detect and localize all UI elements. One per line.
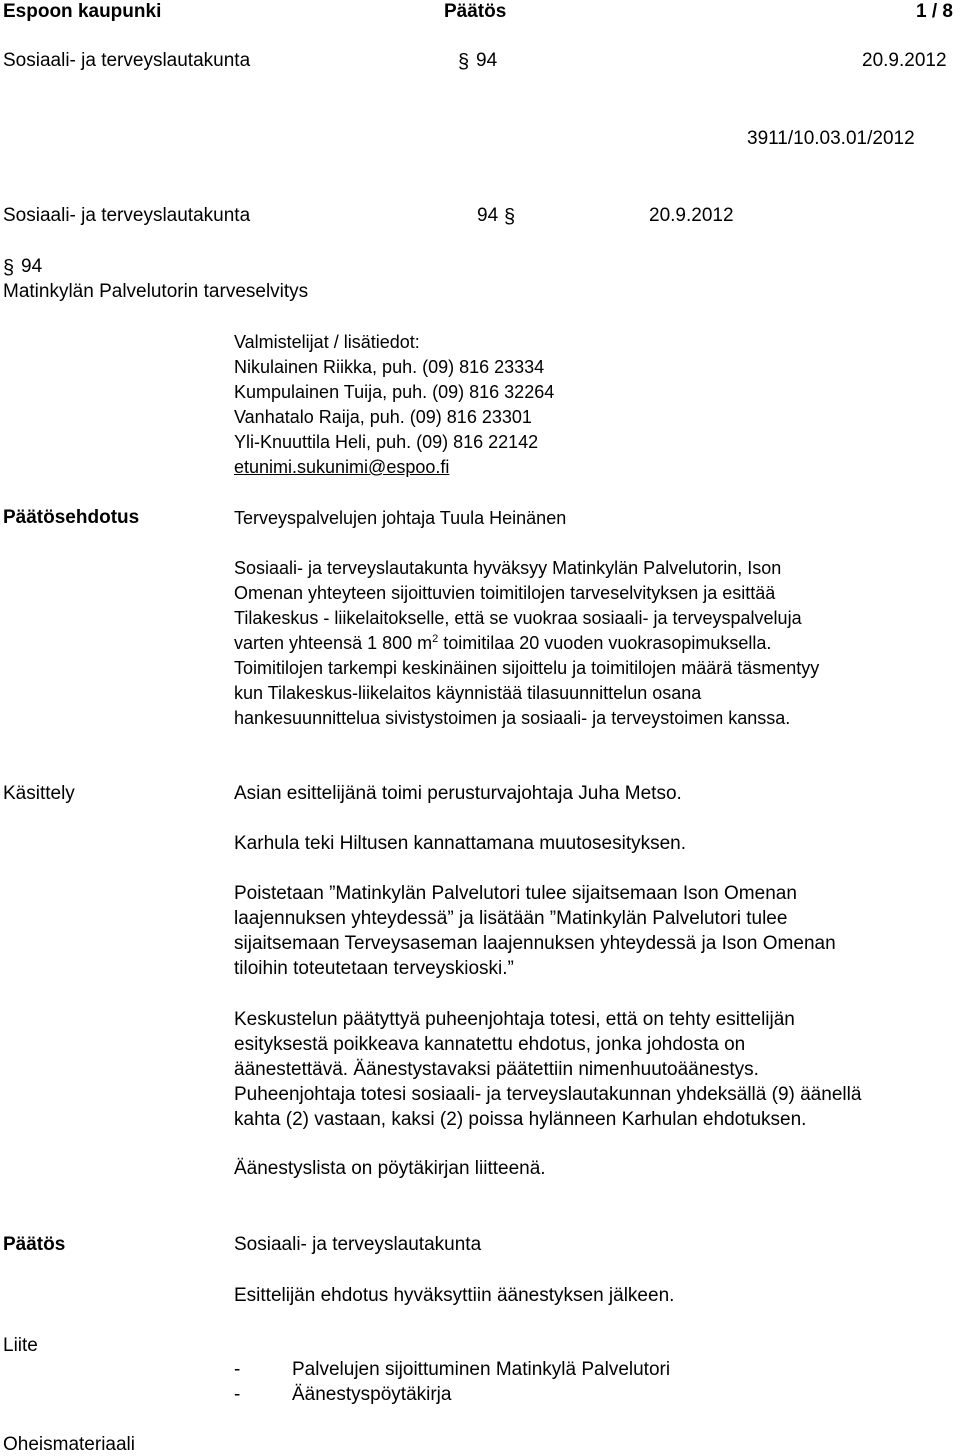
bullet-dash: - bbox=[234, 1384, 241, 1405]
vote-line: kahta (2) vastaan, kaksi (2) poissa hylänneen Karhulan ehdotuksen. bbox=[234, 1109, 807, 1130]
vote-line: äänestettävä. Äänestystavaksi päätettiin nimenhuutoäänestys. bbox=[234, 1059, 759, 1080]
vote-list-note: Äänestyslista on pöytäkirjan liitteenä. bbox=[234, 1158, 546, 1179]
amendment-line: tiloihin toteutetaan terveyskioski.” bbox=[234, 958, 514, 979]
decision-body: Sosiaali- ja terveyslautakunta bbox=[234, 1234, 482, 1255]
handling-vote-text bbox=[234, 1007, 861, 1132]
svg-text:§: § bbox=[504, 206, 516, 227]
attachment-item bbox=[234, 1384, 240, 1406]
preparers-block bbox=[234, 330, 554, 480]
preparer-line: Vanhatalo Raija, puh. (09) 816 23301 bbox=[234, 407, 532, 427]
header-date: 20.9.2012 bbox=[862, 50, 947, 71]
bullet-dash: - bbox=[234, 1359, 241, 1380]
section-sign-icon bbox=[3, 256, 15, 278]
attachments-label: Liite bbox=[3, 1335, 38, 1356]
header-section: § 94 bbox=[458, 50, 498, 72]
proposal-line: Sosiaali- ja terveyslautakunta hyväksyy Matinkylän Palvelutorin, Ison bbox=[234, 558, 782, 578]
proposal-text bbox=[234, 556, 819, 731]
meeting-board: Sosiaali- ja terveyslautakunta bbox=[3, 205, 251, 226]
attachment-item-label: Äänestyspöytäkirja bbox=[292, 1384, 452, 1405]
preparer-line: Yli-Knuuttila Heli, puh. (09) 816 22142 bbox=[234, 432, 539, 452]
document-type: Päätös bbox=[444, 1, 507, 22]
attachment-item bbox=[234, 1359, 240, 1381]
proposal-line: Toimitilojen tarkempi keskinäinen sijoittelu ja toimitilojen määrä täsmentyy bbox=[234, 658, 820, 678]
preparer-line: Nikulainen Riikka, puh. (09) 816 23334 bbox=[234, 357, 545, 377]
item-number: § 94 bbox=[3, 256, 43, 278]
proposal-line: Tilakeskus - liikelaitokselle, että se vuokraa sosiaali- ja terveyspalveluja bbox=[234, 608, 802, 628]
proposal-line: varten yhteensä 1 800 $m^2$ toimitilaa 20 vuoden vuokrasopimuksella. bbox=[234, 633, 772, 653]
proposal-line: Omenan yhteyteen sijoittuvien toimitilojen tarveselvityksen ja esittää bbox=[234, 583, 776, 603]
section-sign-icon bbox=[504, 205, 516, 227]
header-board: Sosiaali- ja terveyslautakunta bbox=[3, 50, 251, 71]
preparer-line: Kumpulainen Tuija, puh. (09) 816 32264 bbox=[234, 382, 555, 402]
reference-number: 3911/10.03.01/2012 bbox=[747, 128, 915, 149]
vote-line: esityksestä poikkeava kannatettu ehdotus, jonka johdosta on bbox=[234, 1034, 746, 1055]
section-sign-icon bbox=[458, 50, 470, 72]
proposer: Terveyspalvelujen johtaja Tuula Heinänen bbox=[234, 508, 567, 528]
proposal-label: Päätösehdotus bbox=[3, 507, 140, 528]
decision-label: Päätös bbox=[3, 1234, 66, 1255]
meeting-date: 20.9.2012 bbox=[649, 205, 734, 226]
preparers-heading: Valmistelijat / lisätiedot: bbox=[234, 332, 420, 352]
city-name: Espoon kaupunki bbox=[3, 1, 162, 22]
amendment-line: Poistetaan ”Matinkylän Palvelutori tulee sijaitsemaan Ison Omenan bbox=[234, 883, 797, 904]
vote-line: Keskustelun päätyttyä puheenjohtaja totesi, että on tehty esittelijän bbox=[234, 1009, 795, 1030]
decision-text: Esittelijän ehdotus hyväksyttiin äänestyksen jälkeen. bbox=[234, 1285, 675, 1306]
handling-presenter: Asian esittelijänä toimi perusturvajohtaja Juha Metso. bbox=[234, 783, 682, 804]
svg-text:§: § bbox=[3, 257, 15, 278]
amendment-line: laajennuksen yhteydessä” ja lisätään ”Matinkylän Palvelutori tulee bbox=[234, 908, 788, 929]
vote-line: Puheenjohtaja totesi sosiaali- ja terveyslautakunnan yhdeksällä (9) äänellä bbox=[234, 1084, 862, 1105]
handling-label: Käsittely bbox=[3, 783, 75, 804]
amendment-line: sijaitsemaan Terveysaseman laajennuksen yhteydessä ja Ison Omenan bbox=[234, 933, 836, 954]
page-number: 1 / 8 bbox=[916, 1, 953, 22]
attachment-item-label: Palvelujen sijoittuminen Matinkylä Palvelutori bbox=[292, 1359, 671, 1380]
proposal-line: hankesuunnittelua sivistystoimen ja sosiaali- ja terveystoimen kanssa. bbox=[234, 708, 791, 728]
contact-email-link[interactable]: etunimi.sukunimi@espoo.fi bbox=[234, 457, 450, 477]
svg-text:§: § bbox=[458, 51, 470, 72]
proposal-line: kun Tilakeskus-liikelaitos käynnistää tilasuunnittelun osana bbox=[234, 683, 702, 703]
item-title: Matinkylän Palvelutorin tarveselvitys bbox=[3, 281, 309, 302]
handling-amendment: Karhula teki Hiltusen kannattamana muutosesityksen. bbox=[234, 833, 687, 854]
handling-amendment-text bbox=[234, 881, 836, 981]
supporting-material-label: Oheismateriaali bbox=[3, 1434, 135, 1455]
meeting-section: 94 § bbox=[477, 205, 516, 227]
